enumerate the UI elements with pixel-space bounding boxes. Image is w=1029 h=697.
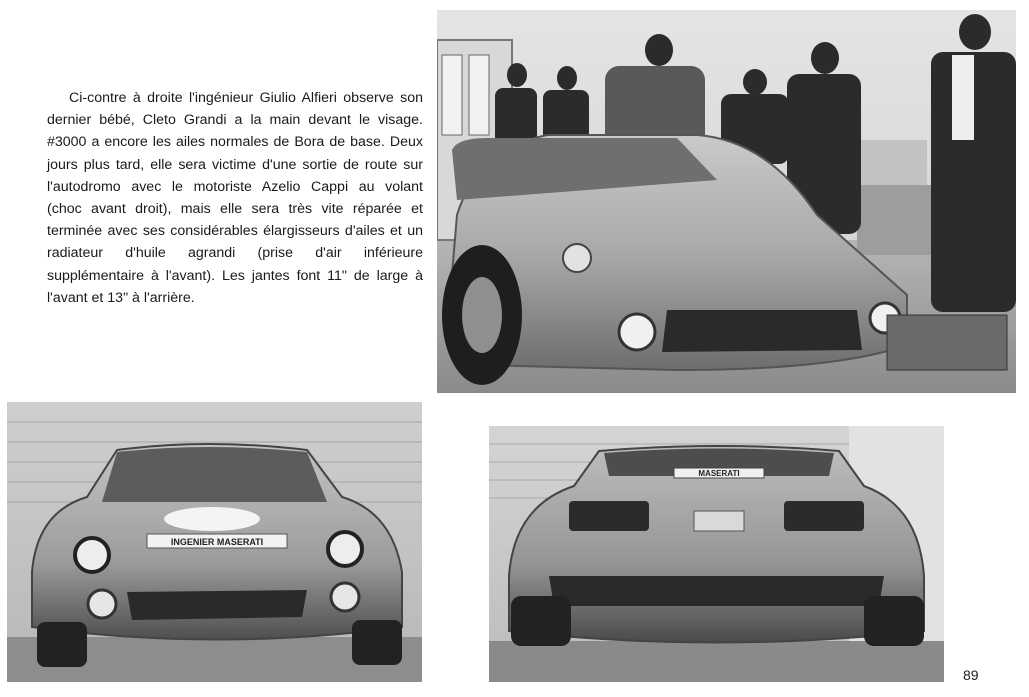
caption-line: radiateur d'huile agrandi (prise d'air inférieure (47, 245, 423, 262)
photo-car-front-icon (7, 402, 422, 682)
photo-top-men-around-car (437, 10, 1016, 393)
photo-bottom-right-car-rear (489, 426, 944, 682)
caption-line: l'avant et 13" à l'arrière. (47, 289, 195, 306)
caption-line: #3000 a encore les ailes normales de Bora de base. Deux (47, 134, 423, 151)
caption-line: terminée avec ses considérables élargisseurs d'ailes et un (47, 223, 423, 240)
caption-text (47, 87, 423, 309)
caption-line: Ci-contre à droite l'ingénieur Giulio Alfieri observe son (69, 90, 423, 106)
caption-line: (choc avant droit), mais elle sera très vite réparée et (47, 201, 423, 218)
caption-paragraph (47, 87, 423, 309)
photo-car-rear-icon (489, 426, 944, 682)
caption-line: supplémentaire à l'avant). Les jantes font 11" de large à (47, 267, 423, 284)
rear-badge-text: MASERATI (698, 469, 740, 478)
photo-men-around-car-icon (437, 10, 1016, 393)
photo-bottom-left-car-front (7, 402, 422, 682)
front-plate-text: INGENIER MASERATI (170, 537, 264, 547)
page-number: 89 (963, 667, 979, 683)
caption-line: dernier bébé, Cleto Grandi a la main devant le visage. (47, 112, 423, 129)
caption-line: l'autodromo avec le motoriste Azelio Cappi au volant (47, 178, 423, 195)
caption-line: jours plus tard, elle sera victime d'une sortie de route sur (47, 156, 423, 173)
